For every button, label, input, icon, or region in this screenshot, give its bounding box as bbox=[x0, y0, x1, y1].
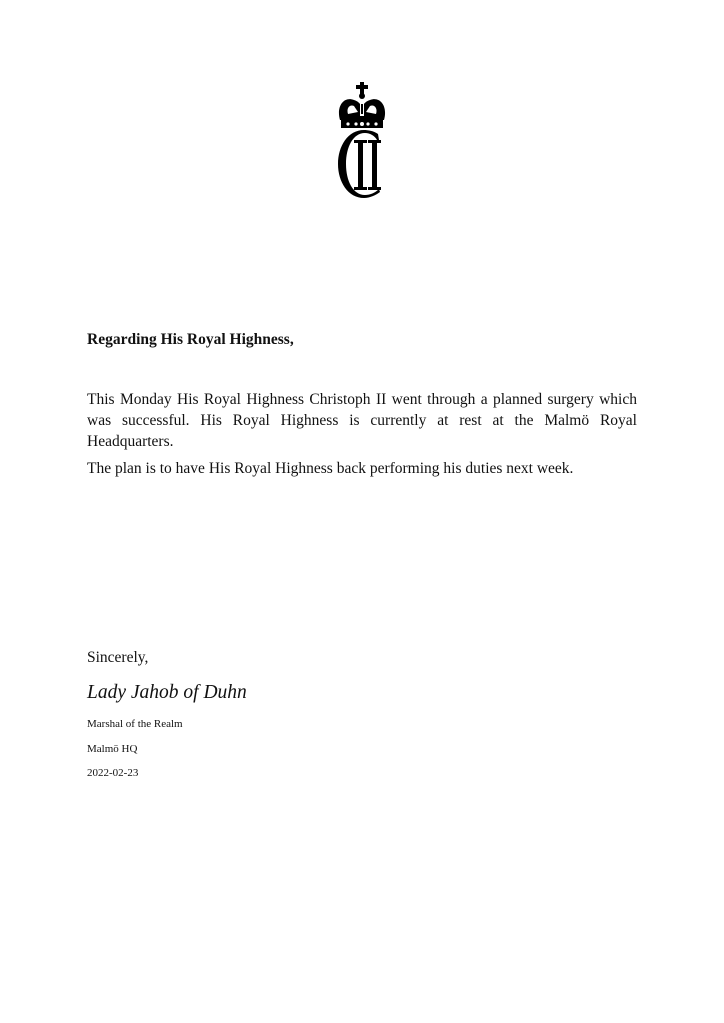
letter-heading: Regarding His Royal Highness, bbox=[87, 331, 294, 348]
letter-date: 2022-02-23 bbox=[87, 767, 139, 779]
signer-location: Malmö HQ bbox=[87, 743, 138, 755]
royal-crown-monogram-icon bbox=[334, 82, 390, 200]
body-paragraph: The plan is to have His Royal Highness back performing his duties next week. bbox=[87, 460, 574, 477]
body-paragraph: This Monday His Royal Highness Christoph II went through a planned surgery which was successful. His Royal Highness is currently at rest at the Malmö Royal Headquarters. bbox=[87, 391, 637, 450]
closing-salutation: Sincerely, bbox=[87, 649, 149, 666]
signer-title: Marshal of the Realm bbox=[87, 718, 183, 730]
letter-body bbox=[87, 389, 637, 479]
signature-name: Lady Jahob of Duhn bbox=[87, 682, 247, 703]
